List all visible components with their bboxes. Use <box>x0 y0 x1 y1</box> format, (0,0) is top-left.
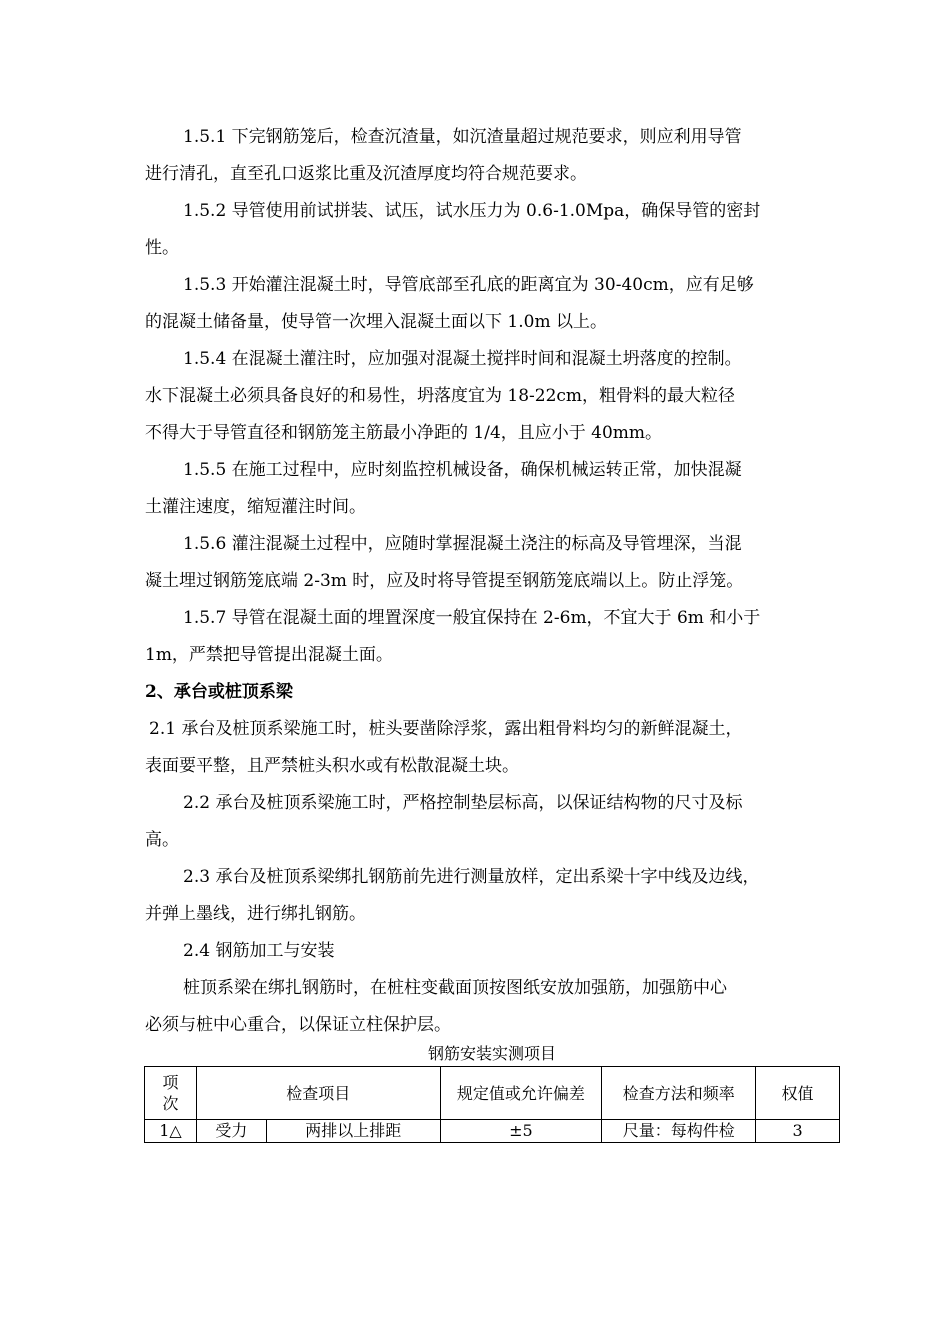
paragraph-line: 的混凝土储备量，使导管一次埋入混凝土面以下 1.0m 以上。 <box>145 312 607 332</box>
cell-sub-item: 两排以上排距 <box>266 1120 440 1143</box>
paragraph-line: 1m，严禁把导管提出混凝土面。 <box>145 645 393 665</box>
paragraph-line: 1.5.3 开始灌注混凝土时，导管底部至孔底的距离宜为 30-40cm，应有足够 <box>183 275 754 295</box>
cell-item-no: 1△ <box>145 1120 197 1143</box>
table-row <box>145 1120 840 1143</box>
paragraph-line: 凝土埋过钢筋笼底端 2-3m 时，应及时将导管提至钢筋笼底端以上。防止浮笼。 <box>145 571 744 591</box>
paragraph-line: 必须与桩中心重合，以保证立柱保护层。 <box>145 1015 451 1035</box>
header-check-item: 检查项目 <box>196 1067 440 1120</box>
cell-tolerance: ±5 <box>440 1120 602 1143</box>
cell-weight: 3 <box>756 1120 840 1143</box>
paragraph-line: 2.1 承台及桩顶系梁施工时，桩头要凿除浮浆，露出粗骨料均匀的新鲜混凝土， <box>149 719 743 739</box>
paragraph-line: 进行清孔，直至孔口返浆比重及沉渣厚度均符合规范要求。 <box>145 164 587 184</box>
paragraph-line: 2.4 钢筋加工与安装 <box>183 941 335 961</box>
paragraph-line: 1.5.5 在施工过程中，应时刻监控机械设备，确保机械运转正常，加快混凝 <box>183 460 742 480</box>
table-caption: 钢筋安装实测项目 <box>427 1044 556 1063</box>
paragraph-line: 并弹上墨线，进行绑扎钢筋。 <box>145 904 366 924</box>
header-weight: 权值 <box>756 1067 840 1120</box>
paragraph-line: 高。 <box>145 830 179 850</box>
paragraph-line: 1.5.1 下完钢筋笼后，检查沉渣量，如沉渣量超过规范要求，则应利用导管 <box>183 127 742 147</box>
paragraph-line: 桩顶系梁在绑扎钢筋时，在桩柱变截面顶按图纸安放加强筋，加强筋中心 <box>183 978 727 998</box>
paragraph-line: 性。 <box>145 238 179 258</box>
paragraph-line: 1.5.4 在混凝土灌注时，应加强对混凝土搅拌时间和混凝土坍落度的控制。 <box>183 349 742 369</box>
header-method: 检查方法和频率 <box>602 1067 756 1120</box>
cell-category: 受力 <box>196 1120 266 1143</box>
paragraph-line: 2.3 承台及桩顶系梁绑扎钢筋前先进行测量放样，定出系梁十字中线及边线， <box>183 867 760 887</box>
inspection-table <box>144 1066 840 1143</box>
paragraph-line: 1.5.7 导管在混凝土面的埋置深度一般宜保持在 2-6m，不宜大于 6m 和小于 <box>183 608 761 628</box>
paragraph-line: 不得大于导管直径和钢筋笼主筋最小净距的 1/4，且应小于 40mm。 <box>145 423 663 443</box>
section-heading: 2、承台或桩顶系梁 <box>145 682 293 702</box>
header-item-no: 项次 <box>145 1067 197 1120</box>
paragraph-line: 2.2 承台及桩顶系梁施工时，严格控制垫层标高，以保证结构物的尺寸及标 <box>183 793 743 813</box>
paragraph-line: 表面要平整，且严禁桩头积水或有松散混凝土块。 <box>145 756 519 776</box>
paragraph-line: 水下混凝土必须具备良好的和易性，坍落度宜为 18-22cm，粗骨料的最大粒径 <box>145 386 736 406</box>
paragraph-line: 1.5.2 导管使用前试拼装、试压，试水压力为 0.6-1.0Mpa，确保导管的密封 <box>183 201 761 221</box>
table-header-row <box>145 1067 840 1120</box>
paragraph-line: 1.5.6 灌注混凝土过程中，应随时掌握混凝土浇注的标高及导管埋深，当混 <box>183 534 742 554</box>
paragraph-line: 土灌注速度，缩短灌注时间。 <box>145 497 366 517</box>
header-tolerance: 规定值或允许偏差 <box>440 1067 602 1120</box>
cell-method: 尺量：每构件检 <box>602 1120 756 1143</box>
